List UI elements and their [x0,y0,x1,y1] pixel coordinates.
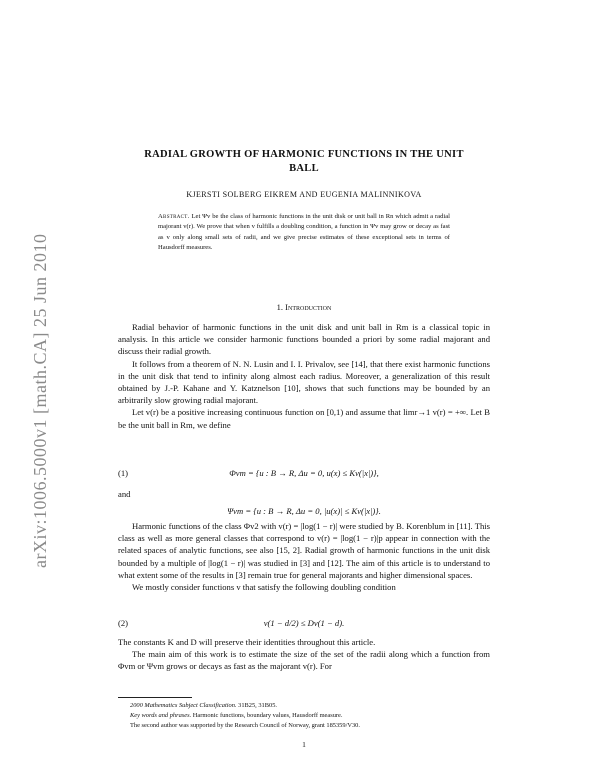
author-list: KJERSTI SOLBERG EIKREM AND EUGENIA MALINNIKOVA [186,190,422,199]
footnote-msc-value: 31B25, 31B05. [238,702,278,709]
footnote-keywords-value: Harmonic functions, boundary values, Hausdorff measure. [192,712,343,719]
footnote-rule [118,697,192,698]
abstract [158,212,450,253]
paragraph-3: Let v(r) be a positive increasing continuous function on [0,1) and assume that limr→1 v(r) = +∞. Let B be the unit ball in Rm, we define [118,407,490,430]
arxiv-stamp [18,150,58,570]
title-line-1: RADIAL GROWTH OF HARMONIC FUNCTIONS IN THE UNIT [144,149,464,160]
footnote-support: The second author was supported by the Research Council of Norway, grant 185359/V30. [130,722,360,729]
paragraph-6: The constants K and D will preserve their identities throughout this article. [118,637,376,647]
paragraph-2: It follows from a theorem of N. N. Lusin and I. I. Privalov, see [14], that there exist harmonic functions in the unit disk that tend to infinity along almost each radius. Moreover, a generalization of this result obtained by J.-P. Kahane and Y. Katznelson [10], shows that such functions may be bounded by an arbitrarily slow growing radial majorant. [118,358,490,406]
equation-1b-formula: Ψvm = {u : B → R, Δu = 0, |u(x)| ≤ Kv(|x|)}. [227,506,381,516]
paper-title [118,148,490,176]
page-number: 1 [302,740,306,749]
body-text-block-2 [118,520,490,593]
arxiv-stamp-text: arXiv:1006.5000v1 [math.CA] 25 Jun 2010 [30,233,50,568]
footnote-msc [130,701,490,710]
and-line [118,488,490,500]
abstract-label: Abstract. [158,213,190,220]
footnote-keywords [130,711,490,720]
footnote-msc-label: 2000 Mathematics Subject Classification. [130,702,237,709]
abstract-text: Let Ψv be the class of harmonic functions in the unit disk or unit ball in Rn which admit a radial majorant v(r). We prove that when v fulfills a doubling condition, a function in Ψv may grow or decay as fast as v only along small sets of radii, and we give precise estimates of these exceptional sets in terms of Hausdorff measures. [158,213,450,251]
title-line-2: BALL [289,163,319,174]
and-word: and [118,489,131,499]
equation-1-number: (1) [118,468,129,478]
body-text-block-1 [118,321,490,431]
equation-1-formula: Φvm = {u : B → R, Δu = 0, u(x) ≤ Kv(|x|)}, [229,468,379,478]
paragraph-5: We mostly consider functions v that satisfy the following doubling condition [132,582,396,593]
section-heading [118,302,490,312]
footnote-keywords-label: Key words and phrases. [130,712,192,719]
equation-2-number: (2) [118,618,129,628]
paragraph-7: The main aim of this work is to estimate the size of the set of the radii along which a function from Φvm or Ψvm grows or decays as fast as the majorant v(r). For [118,649,490,672]
section-number: 1. [276,302,284,312]
body-text-block-3 [118,636,490,673]
paragraph-1: Radial behavior of harmonic functions in the unit disk and unit ball in Rm is a classical topic in analysis. In this article we consider harmonic functions bounded a priori by some radial majorant and discuss their radial growth. [118,322,490,357]
paragraph-4: Harmonic functions of the class Φv2 with v(r) = |log(1 − r)| were studied by B. Korenblum in [11]. This class as well as more general classes that correspond to v(r) = |log(1 − r)|p appear in connection with the related spaces of analytic functions, see also [15, 2]. Radial growth of harmonic functions in the unit disk bounded by a multiple of |log(1 − r)| was studied in [3] and [12]. The aim of this article is to understand to what extent some of the results in [3] remain true for general majorants and higher dimensional spaces. [118,521,490,580]
section-title: Introduction [285,302,332,312]
equation-2-formula: v(1 − d/2) ≤ Dv(1 − d). [263,618,345,628]
